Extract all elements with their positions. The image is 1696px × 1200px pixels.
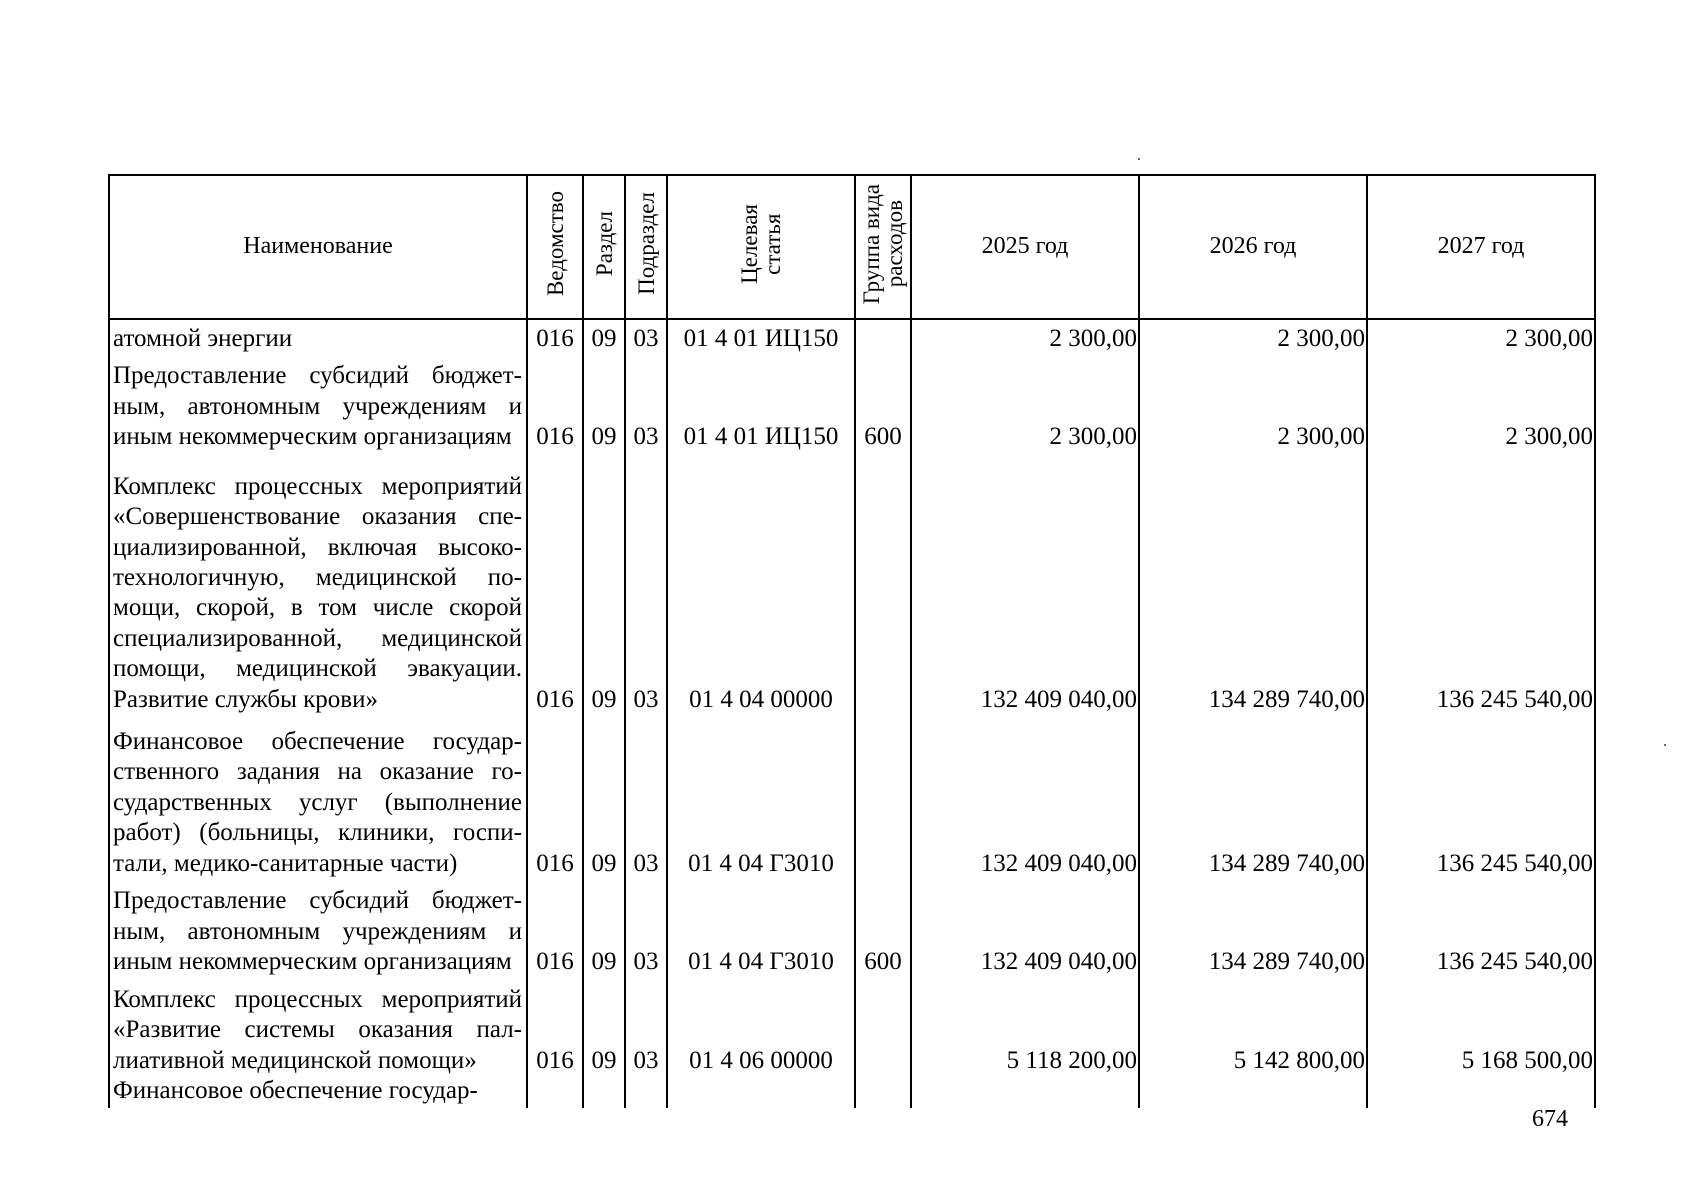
table-header-row — [109, 175, 1595, 319]
row-2027: 2 300,00 — [1367, 354, 1595, 452]
row-name: Предоставление субсидий бюджетным, автономным учреждениям и иным некоммерческим организациям — [109, 879, 527, 977]
row-2025: 2 300,00 — [911, 319, 1139, 354]
header-target: Целевая статья — [667, 175, 855, 319]
row-section: 09 — [583, 715, 625, 879]
header-2026: 2026 год — [1139, 175, 1367, 319]
row-2025: 132 409 040,00 — [911, 879, 1139, 977]
row-2025: 5 118 200,00 — [911, 978, 1139, 1076]
row-section: 09 — [583, 978, 625, 1076]
row-department: 016 — [527, 354, 583, 452]
row-expense-group: 600 — [855, 879, 911, 977]
row-2026: 5 142 800,00 — [1139, 978, 1367, 1076]
header-name: Наименование — [109, 175, 527, 319]
row-2026 — [1139, 1076, 1367, 1108]
row-expense-group — [855, 452, 911, 715]
row-department — [527, 1076, 583, 1108]
row-department: 016 — [527, 978, 583, 1076]
row-2025: 132 409 040,00 — [911, 452, 1139, 715]
row-2025: 132 409 040,00 — [911, 715, 1139, 879]
row-2027: 136 245 540,00 — [1367, 879, 1595, 977]
page-number: 674 — [1532, 1106, 1568, 1132]
row-subsection: 03 — [625, 354, 667, 452]
row-section: 09 — [583, 354, 625, 452]
row-target: 01 4 04 Г3010 — [667, 715, 855, 879]
budget-table — [108, 174, 1596, 1108]
table-row — [109, 319, 1595, 354]
table-row — [109, 354, 1595, 452]
row-section — [583, 1076, 625, 1108]
row-name: Предоставление субсидий бюджетным, автономным учреждениям и иным некоммерческим организациям — [109, 354, 527, 452]
row-target: 01 4 01 ИЦ150 — [667, 354, 855, 452]
row-target: 01 4 04 Г3010 — [667, 879, 855, 977]
row-subsection: 03 — [625, 715, 667, 879]
row-expense-group — [855, 978, 911, 1076]
row-subsection: 03 — [625, 978, 667, 1076]
row-2025 — [911, 1076, 1139, 1108]
row-section: 09 — [583, 319, 625, 354]
row-name: Комплекс процессных мероприятий «Совершенствование оказания специализированной, включая высокотехнологичную, медицинской помощи, скорой, в том числе скорой специализированной, медицинской помощи, медицинской эвакуации. Развитие службы крови» — [109, 452, 527, 715]
row-department: 016 — [527, 715, 583, 879]
row-2027: 5 168 500,00 — [1367, 978, 1595, 1076]
row-name: Комплекс процессных мероприятий «Развитие системы оказания паллиативной медицинской помощи» — [109, 978, 527, 1076]
row-subsection — [625, 1076, 667, 1108]
table-row — [109, 452, 1595, 715]
row-target: 01 4 04 00000 — [667, 452, 855, 715]
row-name: Финансовое обеспечение государ- — [109, 1076, 527, 1108]
scan-speck — [1664, 744, 1666, 746]
row-name: Финансовое обеспечение государственного задания на оказание государственных услуг (выполнение работ) (больницы, клиники, госпитали, медико-санитарные части) — [109, 715, 527, 879]
row-expense-group: 600 — [855, 354, 911, 452]
row-2027: 2 300,00 — [1367, 319, 1595, 354]
header-section: Раздел — [583, 175, 625, 319]
header-expense-group: Группа вида расходов — [855, 175, 911, 319]
row-section: 09 — [583, 452, 625, 715]
row-subsection: 03 — [625, 879, 667, 977]
row-2026: 134 289 740,00 — [1139, 452, 1367, 715]
row-2025: 2 300,00 — [911, 354, 1139, 452]
row-2027 — [1367, 1076, 1595, 1108]
header-2027: 2027 год — [1367, 175, 1595, 319]
row-2027: 136 245 540,00 — [1367, 452, 1595, 715]
row-2026: 2 300,00 — [1139, 319, 1367, 354]
header-department: Ведомство — [527, 175, 583, 319]
row-target — [667, 1076, 855, 1108]
row-section: 09 — [583, 879, 625, 977]
row-department: 016 — [527, 319, 583, 354]
table-row — [109, 879, 1595, 977]
header-subsection: Подраздел — [625, 175, 667, 319]
row-expense-group — [855, 319, 911, 354]
row-expense-group — [855, 715, 911, 879]
row-target: 01 4 06 00000 — [667, 978, 855, 1076]
table-row — [109, 978, 1595, 1076]
row-expense-group — [855, 1076, 911, 1108]
row-name: атомной энергии — [109, 319, 527, 354]
row-department: 016 — [527, 879, 583, 977]
row-2026: 2 300,00 — [1139, 354, 1367, 452]
scan-speck — [1138, 158, 1140, 160]
row-2026: 134 289 740,00 — [1139, 715, 1367, 879]
row-2026: 134 289 740,00 — [1139, 879, 1367, 977]
row-subsection: 03 — [625, 319, 667, 354]
table-row — [109, 1076, 1595, 1108]
row-subsection: 03 — [625, 452, 667, 715]
row-department: 016 — [527, 452, 583, 715]
row-2027: 136 245 540,00 — [1367, 715, 1595, 879]
table-row — [109, 715, 1595, 879]
header-2025: 2025 год — [911, 175, 1139, 319]
row-target: 01 4 01 ИЦ150 — [667, 319, 855, 354]
